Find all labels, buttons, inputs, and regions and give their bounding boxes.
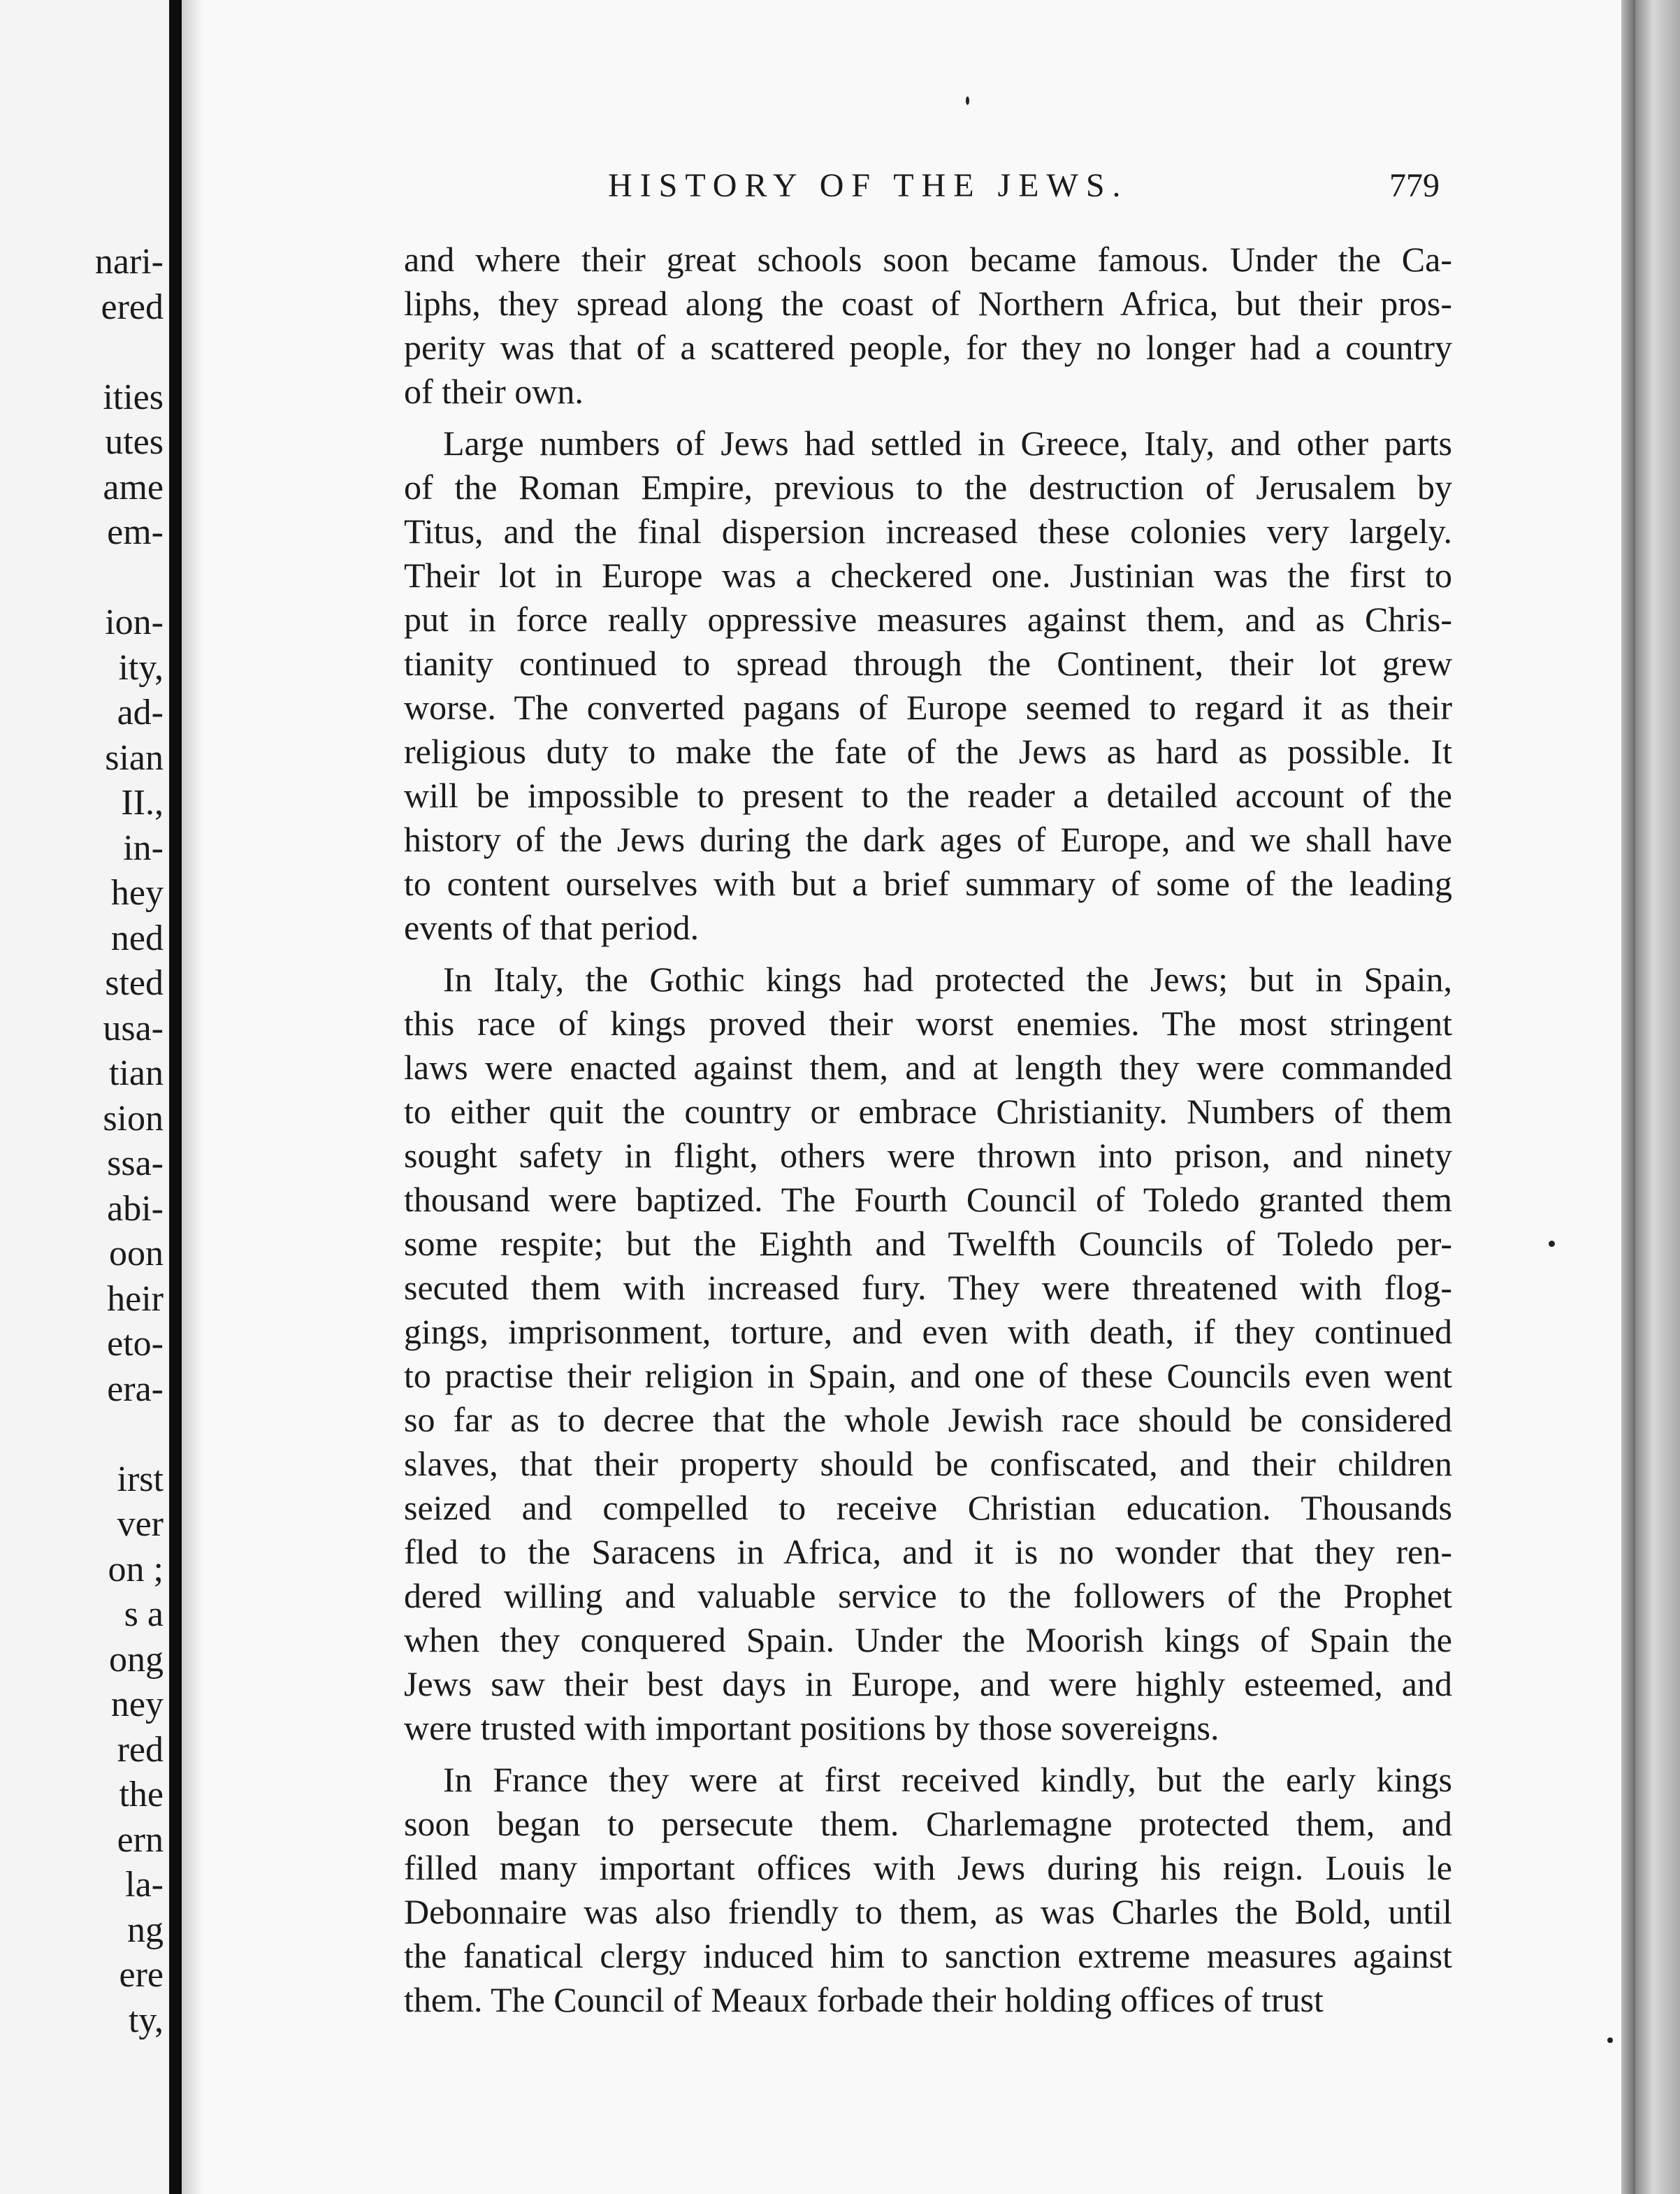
facing-page-line-fragment: ities [103, 377, 164, 417]
facing-page-line-fragment: hey [110, 873, 164, 913]
text-line: thousand were baptized. The Fourth Council of Toledo granted them [404, 1180, 1452, 1219]
facing-page-line-fragment: ity, [118, 647, 164, 688]
text-line: sought safety in flight, others were thrown into prison, and ninety [404, 1136, 1452, 1175]
facing-page-line-fragment: usa- [103, 1008, 164, 1048]
ink-speck [1549, 1241, 1555, 1247]
facing-page-line-fragment: ver [117, 1504, 164, 1544]
text-line: to practise their religion in Spain, and one of these Councils even went [404, 1356, 1452, 1395]
paragraph-gap [404, 950, 1452, 958]
text-line: In France they were at first received kindly, but the early kings [443, 1760, 1452, 1799]
text-line: when they conquered Spain. Under the Moorish kings of Spain the [404, 1620, 1452, 1659]
facing-page-line-fragment: era- [107, 1369, 164, 1409]
facing-page-line-fragment: ere [119, 1955, 164, 1995]
text-line: put in force really oppressive measures against them, and as Chris- [404, 600, 1452, 639]
text-line: Titus, and the final dispersion increased these colonies very largely. [404, 512, 1452, 551]
page-number: 779 [1389, 167, 1440, 204]
text-line: some respite; but the Eighth and Twelfth Councils of Toledo per- [404, 1224, 1452, 1263]
facing-page-line-fragment: on ; [108, 1549, 164, 1589]
text-line: perity was that of a scattered people, for they no longer had a country [404, 328, 1452, 367]
text-line: seized and compelled to receive Christian education. Thousands [404, 1488, 1452, 1527]
text-line: laws were enacted against them, and at length they were commanded [404, 1048, 1452, 1087]
facing-page-line-fragment: ad- [117, 693, 164, 732]
text-line: Debonnaire was also friendly to them, as was Charles the Bold, until [404, 1892, 1452, 1931]
facing-page-line-fragment: sted [105, 963, 164, 1003]
text-line: fled to the Saracens in Africa, and it is no wonder that they ren- [404, 1532, 1452, 1571]
facing-page-line-fragment: ern [117, 1819, 164, 1860]
text-line: of their own. [404, 372, 584, 411]
facing-page-line-fragment: ame [103, 467, 164, 507]
facing-page-line-fragment: em- [107, 512, 164, 552]
text-line: In Italy, the Gothic kings had protected the Jews; but in Spain, [443, 960, 1452, 999]
text-line: worse. The converted pagans of Europe seemed to regard it as their [404, 688, 1452, 727]
text-line: filled many important offices with Jews during his reign. Louis le [404, 1848, 1452, 1887]
facing-page-line-fragment: utes [105, 422, 164, 462]
running-title: HISTORY OF THE JEWS. [608, 167, 1129, 204]
text-line: tianity continued to spread through the Continent, their lot grew [404, 644, 1452, 683]
facing-page-line-fragment: ty, [128, 2000, 164, 2040]
text-line: history of the Jews during the dark ages of Europe, and we shall have [404, 820, 1452, 859]
gutter-shadow [182, 0, 203, 2194]
text-line: to either quit the country or embrace Christianity. Numbers of them [404, 1092, 1452, 1131]
ink-speck [1607, 2037, 1613, 2043]
page-edge [1621, 0, 1635, 2194]
text-line: liphs, they spread along the coast of Northern Africa, but their pros- [404, 284, 1452, 323]
facing-page-line-fragment: the [119, 1775, 164, 1814]
facing-page-line-fragment: ong [109, 1639, 164, 1680]
text-line: Large numbers of Jews had settled in Greece, Italy, and other parts [443, 424, 1452, 463]
facing-page-line-fragment: heir [107, 1278, 164, 1319]
facing-page-line-fragment: abi- [107, 1188, 164, 1229]
text-line: secuted them with increased fury. They were threatened with flog- [404, 1268, 1452, 1307]
facing-page-line-fragment: ered [101, 287, 164, 327]
facing-page-line-fragment: in- [123, 828, 164, 868]
text-line: so far as to decree that the whole Jewish race should be considered [404, 1400, 1452, 1439]
facing-page-line-fragment: sian [105, 737, 164, 778]
text-line: and where their great schools soon became famous. Under the Ca- [404, 240, 1452, 279]
facing-page-line-fragment: ney [110, 1684, 164, 1724]
text-line: of the Roman Empire, previous to the destruction of Jerusalem by [404, 468, 1452, 507]
text-line: events of that period. [404, 908, 700, 947]
facing-page-line-fragment: II., [121, 783, 164, 823]
text-line: Jews saw their best days in Europe, and were highly esteemed, and [404, 1664, 1452, 1703]
facing-page-line-fragment: ion- [105, 602, 164, 642]
facing-page-line-fragment: la- [125, 1865, 164, 1905]
text-line: soon began to persecute them. Charlemagne protected them, and [404, 1804, 1452, 1843]
text-line: Their lot in Europe was a checkered one. Justinian was the first to [404, 556, 1452, 595]
facing-page-line-fragment: oon [109, 1234, 164, 1273]
facing-page-line-fragment: ng [127, 1910, 164, 1950]
facing-page-line-fragment: eto- [107, 1324, 164, 1364]
text-line: dered willing and valuable service to the followers of the Prophet [404, 1576, 1452, 1615]
paragraph-gap [404, 414, 1452, 421]
facing-page-line-fragment: red [117, 1729, 164, 1770]
body-text [404, 238, 1452, 2022]
text-line: religious duty to make the fate of the Jews as hard as possible. It [404, 732, 1452, 771]
text-line: were trusted with important positions by those sovereigns. [404, 1708, 1219, 1747]
text-line: gings, imprisonment, torture, and even with death, if they continued [404, 1312, 1452, 1351]
text-line: slaves, that their property should be confiscated, and their children [404, 1444, 1452, 1483]
text-line: the fanatical clergy induced him to sanction extreme measures against [404, 1936, 1452, 1975]
text-line: them. The Council of Meaux forbade their holding offices of trust [404, 1980, 1324, 2019]
text-line: will be impossible to present to the reader a detailed account of the [404, 776, 1452, 815]
book-gutter [169, 0, 182, 2194]
ink-speck [966, 96, 969, 105]
paragraph-gap [404, 1750, 1452, 1758]
facing-page-line-fragment: tian [109, 1053, 164, 1093]
facing-page-line-fragment: s a [124, 1594, 164, 1634]
text-line: this race of kings proved their worst enemies. The most stringent [404, 1004, 1452, 1043]
facing-page-line-fragment: nari- [94, 242, 164, 282]
facing-page-line-fragment: sion [103, 1098, 164, 1139]
facing-page-line-fragment: ned [110, 918, 164, 958]
page-stack-edge [1635, 0, 1680, 2194]
text-line: to content ourselves with but a brief summary of some of the leading [404, 864, 1452, 903]
facing-page-line-fragment: irst [117, 1459, 164, 1499]
facing-page-line-fragment: ssa- [107, 1143, 164, 1183]
facing-page [0, 0, 169, 2194]
